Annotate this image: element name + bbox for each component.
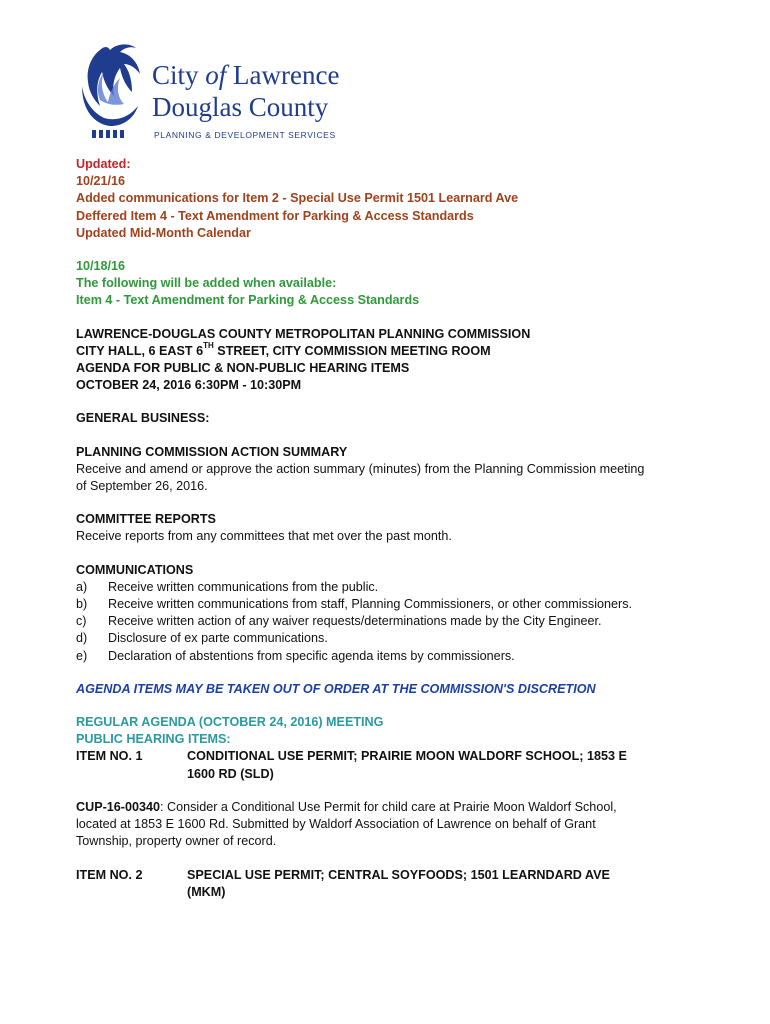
list-item: b) Receive written communications from staff, Planning Commissioners, or other commissioners.: [76, 597, 632, 612]
list-item: c) Receive written action of any waiver requests/determinations made by the City Engineer.: [76, 614, 602, 629]
item-1-description: CUP-16-00340: Consider a Conditional Use Permit for child care at Prairie Moon Waldorf School,: [76, 799, 617, 814]
item-title: CONDITIONAL USE PERMIT; PRAIRIE MOON WALDORF SCHOOL; 1853 E 1600 RD (SLD): [187, 749, 627, 781]
regular-agenda-heading: REGULAR AGENDA (OCTOBER 24, 2016) MEETING: [76, 715, 384, 730]
update-line: Added communications for Item 2 - Special Use Permit 1501 Learnard Ave: [76, 191, 519, 206]
phoenix-emblem-icon: [74, 42, 144, 140]
update-line: Item 4 - Text Amendment for Parking & Access Standards: [76, 293, 420, 308]
committee-reports-heading: COMMITTEE REPORTS: [76, 512, 216, 527]
update-date-1: 10/21/16: [76, 174, 126, 189]
communications-heading: COMMUNICATIONS: [76, 562, 194, 577]
item-number: ITEM NO. 2: [76, 867, 143, 882]
agenda-item-2: [76, 867, 696, 901]
list-item: d) Disclosure of ex parte communications.: [76, 631, 328, 646]
committee-reports-text: Receive reports from any committees that met over the past month.: [76, 529, 452, 544]
action-summary-text: of September 26, 2016.: [76, 479, 208, 494]
update-line: Deffered Item 4 - Text Amendment for Parking & Access Standards: [76, 208, 474, 223]
logo-city-name: City of Lawrence: [152, 60, 340, 90]
update-date-2: 10/18/16: [76, 259, 126, 274]
agenda-item-1: [76, 748, 696, 782]
updated-label: Updated:: [76, 157, 131, 171]
update-line: The following will be added when available:: [76, 276, 337, 291]
city-logo: [74, 42, 344, 142]
item-title: SPECIAL USE PERMIT; CENTRAL SOYFOODS; 1501 LEARNDARD AVE (MKM): [187, 867, 610, 899]
agenda-content: [76, 156, 696, 901]
list-item: a) Receive written communications from the public.: [76, 579, 379, 594]
action-summary-text: Receive and amend or approve the action summary (minutes) from the Planning Commission meeting: [76, 461, 645, 476]
agenda-subtitle: AGENDA FOR PUBLIC & NON-PUBLIC HEARING ITEMS: [76, 361, 410, 376]
action-summary-heading: PLANNING COMMISSION ACTION SUMMARY: [76, 444, 348, 459]
item-1-description: Township, property owner of record.: [76, 834, 277, 849]
list-item: e) Declaration of abstentions from specific agenda items by commissioners.: [76, 648, 515, 663]
meeting-location: CITY HALL, 6 EAST 6TH STREET, CITY COMMISSION MEETING ROOM: [76, 340, 491, 358]
public-hearing-heading: PUBLIC HEARING ITEMS:: [76, 732, 231, 747]
general-business-heading: GENERAL BUSINESS:: [76, 411, 210, 426]
logo-department: PLANNING & DEVELOPMENT SERVICES: [154, 130, 336, 140]
discretion-notice: AGENDA ITEMS MAY BE TAKEN OUT OF ORDER AT THE COMMISSION'S DISCRETION: [76, 681, 596, 696]
item-1-description: located at 1853 E 1600 Rd. Submitted by Waldorf Association of Lawrence on behalf of Grant: [76, 817, 596, 832]
logo-county-name: Douglas County: [152, 92, 329, 122]
item-number: ITEM NO. 1: [76, 749, 143, 764]
update-line: Updated Mid-Month Calendar: [76, 225, 251, 240]
commission-title: LAWRENCE-DOUGLAS COUNTY METROPOLITAN PLANNING COMMISSION: [76, 326, 531, 341]
meeting-date-time: OCTOBER 24, 2016 6:30PM - 10:30PM: [76, 378, 302, 393]
